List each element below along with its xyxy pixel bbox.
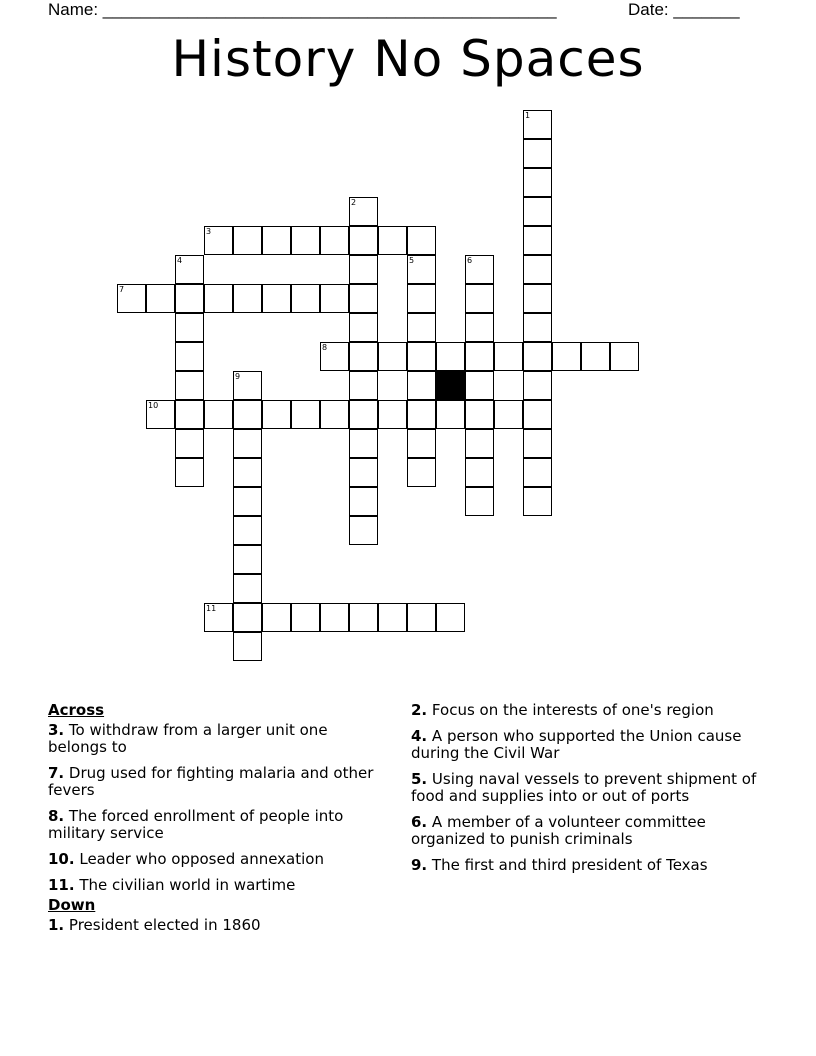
name-field-label: Name: ________________________________________________ xyxy=(48,0,557,19)
grid-cell[interactable] xyxy=(262,603,291,632)
grid-cell[interactable] xyxy=(436,603,465,632)
clue-text: Focus on the interests of one's region xyxy=(431,701,714,719)
grid-cell[interactable] xyxy=(523,197,552,226)
clue-number: 9. xyxy=(411,856,428,874)
grid-cell[interactable] xyxy=(233,574,262,603)
grid-cell[interactable] xyxy=(175,342,204,371)
grid-cell[interactable] xyxy=(262,226,291,255)
grid-cell[interactable] xyxy=(320,400,349,429)
clue-down-5 xyxy=(411,771,763,805)
clue-across-8 xyxy=(48,808,388,842)
clue-text: President elected in 1860 xyxy=(68,916,261,934)
grid-cell[interactable] xyxy=(407,429,436,458)
grid-cell[interactable] xyxy=(523,168,552,197)
clue-text: Using naval vessels to prevent shipment of food and supplies into or out of ports xyxy=(411,770,757,805)
grid-cell[interactable] xyxy=(233,371,262,400)
grid-cell[interactable] xyxy=(262,400,291,429)
grid-cell[interactable] xyxy=(320,226,349,255)
clue-number-label: 6 xyxy=(467,256,473,265)
grid-cell[interactable] xyxy=(349,603,378,632)
clue-text: Leader who opposed annexation xyxy=(79,850,324,868)
across-heading: Across xyxy=(48,701,105,719)
grid-cell[interactable] xyxy=(407,226,436,255)
clue-number-label: 1 xyxy=(525,111,531,120)
clue-number: 5. xyxy=(411,770,428,788)
grid-cell[interactable] xyxy=(262,284,291,313)
clue-text: To withdraw from a larger unit one belongs to xyxy=(48,721,328,756)
grid-cell[interactable] xyxy=(407,313,436,342)
grid-cell[interactable] xyxy=(175,400,204,429)
grid-cell[interactable] xyxy=(523,400,552,429)
grid-cell[interactable] xyxy=(175,284,204,313)
clue-number-label: 11 xyxy=(206,604,217,613)
grid-cell[interactable] xyxy=(349,487,378,516)
grid-cell[interactable] xyxy=(407,603,436,632)
clue-text: The forced enrollment of people into military service xyxy=(48,807,344,842)
grid-cell[interactable] xyxy=(349,429,378,458)
grid-cell[interactable] xyxy=(204,284,233,313)
page-title: History No Spaces xyxy=(171,30,645,88)
grid-cell[interactable] xyxy=(494,342,523,371)
grid-cell[interactable] xyxy=(349,197,378,226)
clue-number-label: 7 xyxy=(119,285,125,294)
grid-cell[interactable] xyxy=(233,458,262,487)
clue-text: A member of a volunteer committee organized to punish criminals xyxy=(411,813,706,848)
grid-cell[interactable] xyxy=(407,342,436,371)
grid-cell[interactable] xyxy=(233,429,262,458)
grid-cell[interactable] xyxy=(349,458,378,487)
clue-down-9 xyxy=(411,857,763,874)
clues-left-column xyxy=(48,702,388,943)
clue-across-11 xyxy=(48,877,388,894)
grid-cell[interactable] xyxy=(349,255,378,284)
grid-cell[interactable] xyxy=(349,342,378,371)
clue-down-6 xyxy=(411,814,763,848)
grid-cell[interactable] xyxy=(436,400,465,429)
grid-cell[interactable] xyxy=(465,255,494,284)
grid-cell[interactable] xyxy=(291,284,320,313)
clue-text: The first and third president of Texas xyxy=(431,856,708,874)
clue-across-7 xyxy=(48,765,388,799)
grid-cell[interactable] xyxy=(349,284,378,313)
grid-cell[interactable] xyxy=(233,226,262,255)
grid-cell[interactable] xyxy=(523,342,552,371)
grid-cell[interactable] xyxy=(349,226,378,255)
grid-cell[interactable] xyxy=(117,284,146,313)
clue-number: 8. xyxy=(48,807,65,825)
clue-down-1 xyxy=(48,917,388,934)
grid-cell[interactable] xyxy=(320,603,349,632)
clue-number-label: 10 xyxy=(148,401,159,410)
grid-cell[interactable] xyxy=(407,458,436,487)
grid-cell[interactable] xyxy=(523,313,552,342)
grid-cell[interactable] xyxy=(291,400,320,429)
grid-cell[interactable] xyxy=(407,255,436,284)
grid-cell[interactable] xyxy=(465,429,494,458)
grid-cell[interactable] xyxy=(523,284,552,313)
grid-cell[interactable] xyxy=(204,226,233,255)
grid-cell[interactable] xyxy=(378,400,407,429)
clue-number: 7. xyxy=(48,764,65,782)
grid-cell[interactable] xyxy=(291,603,320,632)
grid-cell[interactable] xyxy=(523,255,552,284)
grid-cell[interactable] xyxy=(291,226,320,255)
date-field-label: Date: _______ xyxy=(628,0,740,19)
grid-cell[interactable] xyxy=(233,284,262,313)
clue-across-3 xyxy=(48,722,388,756)
clue-down-2 xyxy=(411,702,763,719)
clue-number: 4. xyxy=(411,727,428,745)
grid-cell[interactable] xyxy=(523,110,552,139)
grid-cell[interactable] xyxy=(523,371,552,400)
grid-cell[interactable] xyxy=(523,487,552,516)
clue-number: 3. xyxy=(48,721,65,739)
clue-number-label: 4 xyxy=(177,256,183,265)
grid-cell[interactable] xyxy=(349,516,378,545)
grid-cell[interactable] xyxy=(465,284,494,313)
grid-cell[interactable] xyxy=(175,371,204,400)
grid-cell[interactable] xyxy=(378,342,407,371)
grid-cell[interactable] xyxy=(233,632,262,661)
grid-cell[interactable] xyxy=(407,371,436,400)
clue-number: 6. xyxy=(411,813,428,831)
grid-cell[interactable] xyxy=(146,400,175,429)
clue-number: 2. xyxy=(411,701,428,719)
clue-across-10 xyxy=(48,851,388,868)
clues-right-column xyxy=(411,702,763,883)
clue-number-label: 2 xyxy=(351,198,357,207)
black-cell xyxy=(436,371,465,400)
grid-cell[interactable] xyxy=(610,342,639,371)
grid-cell[interactable] xyxy=(465,458,494,487)
grid-cell[interactable] xyxy=(407,284,436,313)
grid-cell[interactable] xyxy=(175,458,204,487)
grid-cell[interactable] xyxy=(204,603,233,632)
grid-cell[interactable] xyxy=(407,400,436,429)
grid-cell[interactable] xyxy=(465,487,494,516)
clue-number: 11. xyxy=(48,876,75,894)
grid-cell[interactable] xyxy=(523,226,552,255)
grid-cell[interactable] xyxy=(523,139,552,168)
grid-cell[interactable] xyxy=(233,400,262,429)
clue-number-label: 3 xyxy=(206,227,212,236)
grid-cell[interactable] xyxy=(349,400,378,429)
grid-cell[interactable] xyxy=(349,313,378,342)
down-heading: Down xyxy=(48,896,96,914)
grid-cell[interactable] xyxy=(465,400,494,429)
clue-number: 1. xyxy=(48,916,65,934)
clue-number-label: 8 xyxy=(322,343,328,352)
clue-down-4 xyxy=(411,728,763,762)
grid-cell[interactable] xyxy=(552,342,581,371)
grid-cell[interactable] xyxy=(436,342,465,371)
grid-cell[interactable] xyxy=(175,429,204,458)
grid-cell[interactable] xyxy=(233,603,262,632)
grid-cell[interactable] xyxy=(523,429,552,458)
grid-cell[interactable] xyxy=(465,371,494,400)
grid-cell[interactable] xyxy=(175,255,204,284)
grid-cell[interactable] xyxy=(465,342,494,371)
grid-cell[interactable] xyxy=(175,313,204,342)
grid-cell[interactable] xyxy=(146,284,175,313)
clue-number-label: 5 xyxy=(409,256,415,265)
grid-cell[interactable] xyxy=(378,226,407,255)
grid-cell[interactable] xyxy=(581,342,610,371)
clue-text: The civilian world in wartime xyxy=(79,876,296,894)
grid-cell[interactable] xyxy=(494,400,523,429)
clue-number: 10. xyxy=(48,850,75,868)
grid-cell[interactable] xyxy=(320,342,349,371)
grid-cell[interactable] xyxy=(465,313,494,342)
clue-text: A person who supported the Union cause during the Civil War xyxy=(411,727,742,762)
grid-cell[interactable] xyxy=(523,458,552,487)
grid-cell[interactable] xyxy=(233,487,262,516)
clue-text: Drug used for fighting malaria and other fevers xyxy=(48,764,374,799)
grid-cell[interactable] xyxy=(233,545,262,574)
grid-cell[interactable] xyxy=(320,284,349,313)
grid-cell[interactable] xyxy=(233,516,262,545)
clue-number-label: 9 xyxy=(235,372,241,381)
grid-cell[interactable] xyxy=(378,603,407,632)
grid-cell[interactable] xyxy=(349,371,378,400)
grid-cell[interactable] xyxy=(204,400,233,429)
